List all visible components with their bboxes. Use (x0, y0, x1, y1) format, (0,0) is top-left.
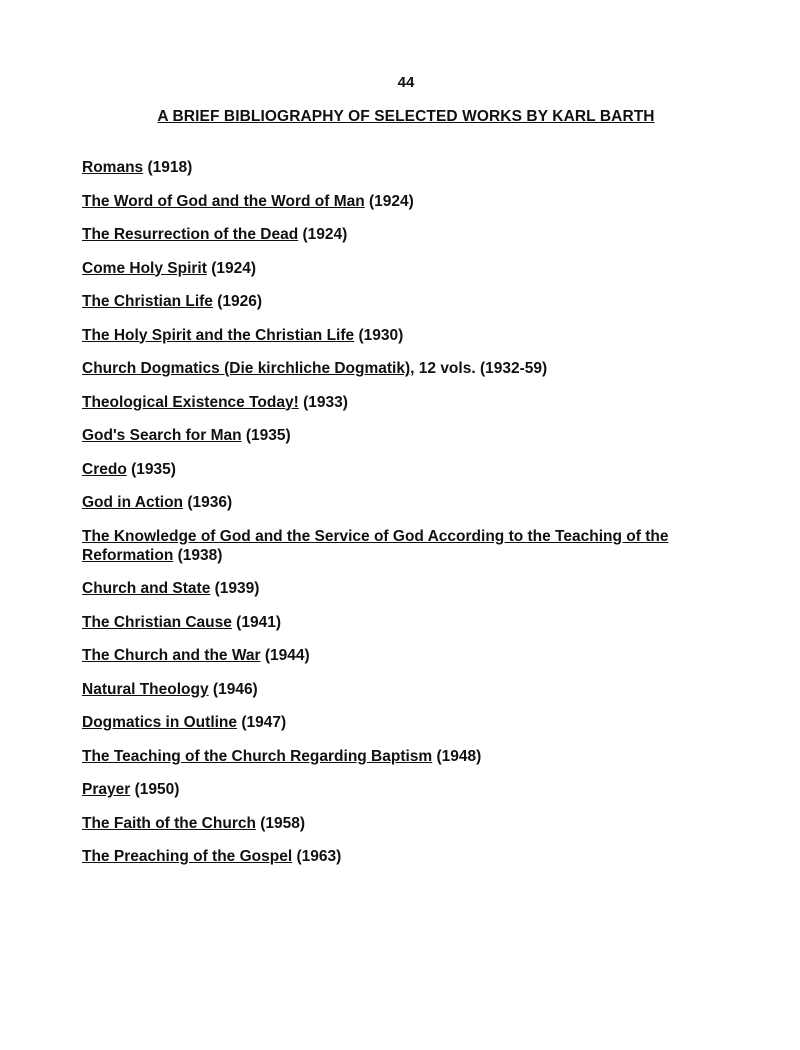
work-date: (1946) (208, 680, 258, 698)
work-date: (1938) (173, 546, 223, 564)
bibliography-entry (82, 579, 742, 598)
work-date: (1944) (260, 647, 310, 664)
bibliography-entry (82, 393, 742, 412)
bibliography-entry (82, 613, 742, 632)
work-title: Natural Theology (82, 680, 209, 698)
work-title: Romans (82, 159, 144, 176)
bibliography-entry (82, 359, 742, 378)
bibliography-entry (82, 259, 742, 278)
page-number: 44 (397, 74, 415, 91)
bibliography-entry (82, 713, 742, 732)
work-date: (1935) (126, 460, 176, 478)
work-title: God's Search for Man (82, 427, 242, 444)
work-date: , 12 vols. (1932-59) (410, 360, 548, 377)
work-date: (1948) (432, 747, 482, 765)
bibliography-entry (82, 426, 742, 445)
bibliography-entry (82, 292, 742, 311)
work-date: (1924) (364, 192, 414, 210)
work-title: Church and State (82, 580, 211, 597)
work-date: (1947) (237, 714, 287, 731)
bibliography-entry (82, 493, 742, 512)
bibliography-entry (82, 225, 742, 244)
work-title: The Preaching of the Gospel (82, 848, 293, 865)
work-title: The Faith of the Church (82, 814, 256, 832)
work-title: The Church and the War (82, 647, 261, 664)
work-date: (1958) (255, 814, 306, 832)
work-title: God in Action (82, 494, 184, 511)
bibliography-entry (82, 460, 742, 479)
bibliography-list (82, 158, 742, 881)
work-date: (1924) (298, 226, 348, 243)
work-title: Prayer (82, 781, 131, 798)
bibliography-entry (82, 680, 742, 699)
work-date: (1939) (210, 580, 260, 597)
work-date: (1950) (130, 781, 180, 798)
bibliography-entry (82, 780, 742, 799)
work-title: The Resurrection of the Dead (82, 226, 299, 243)
bibliography-entry (82, 646, 742, 665)
bibliography-entry (82, 158, 742, 177)
work-date: (1926) (212, 293, 263, 310)
work-title: The Word of God and the Word of Man (82, 192, 365, 210)
work-date: (1936) (183, 494, 233, 511)
work-date: (1930) (354, 326, 404, 344)
work-title: Theological Existence Today! (82, 393, 299, 411)
bibliography-entry (82, 527, 742, 565)
bibliography-entry (82, 814, 742, 833)
bibliography-entry (82, 192, 742, 211)
document-title: A BRIEF BIBLIOGRAPHY OF SELECTED WORKS BY KARL BARTH (157, 108, 655, 125)
work-title: Come Holy Spirit (82, 259, 207, 277)
work-date: (1924) (206, 259, 257, 277)
work-title: The Knowledge of God and the Service of God According to the Teaching of the Reformation (82, 527, 669, 564)
work-title: The Teaching of the Church Regarding Baptism (82, 747, 433, 765)
work-title: Dogmatics in Outline (82, 714, 238, 731)
work-date: (1963) (292, 848, 342, 865)
work-title: Credo (82, 460, 127, 478)
work-title: The Christian Cause (82, 613, 232, 631)
bibliography-entry (82, 747, 742, 766)
work-title: The Christian Life (82, 293, 213, 310)
work-date: (1941) (231, 613, 281, 631)
work-date: (1918) (143, 159, 193, 176)
work-title: The Holy Spirit and the Christian Life (82, 326, 355, 344)
work-title: Church Dogmatics (Die kirchliche Dogmatik) (82, 360, 411, 377)
bibliography-entry (82, 326, 742, 345)
work-date: (1933) (298, 393, 348, 411)
bibliography-entry (82, 847, 742, 866)
work-date: (1935) (241, 427, 291, 444)
